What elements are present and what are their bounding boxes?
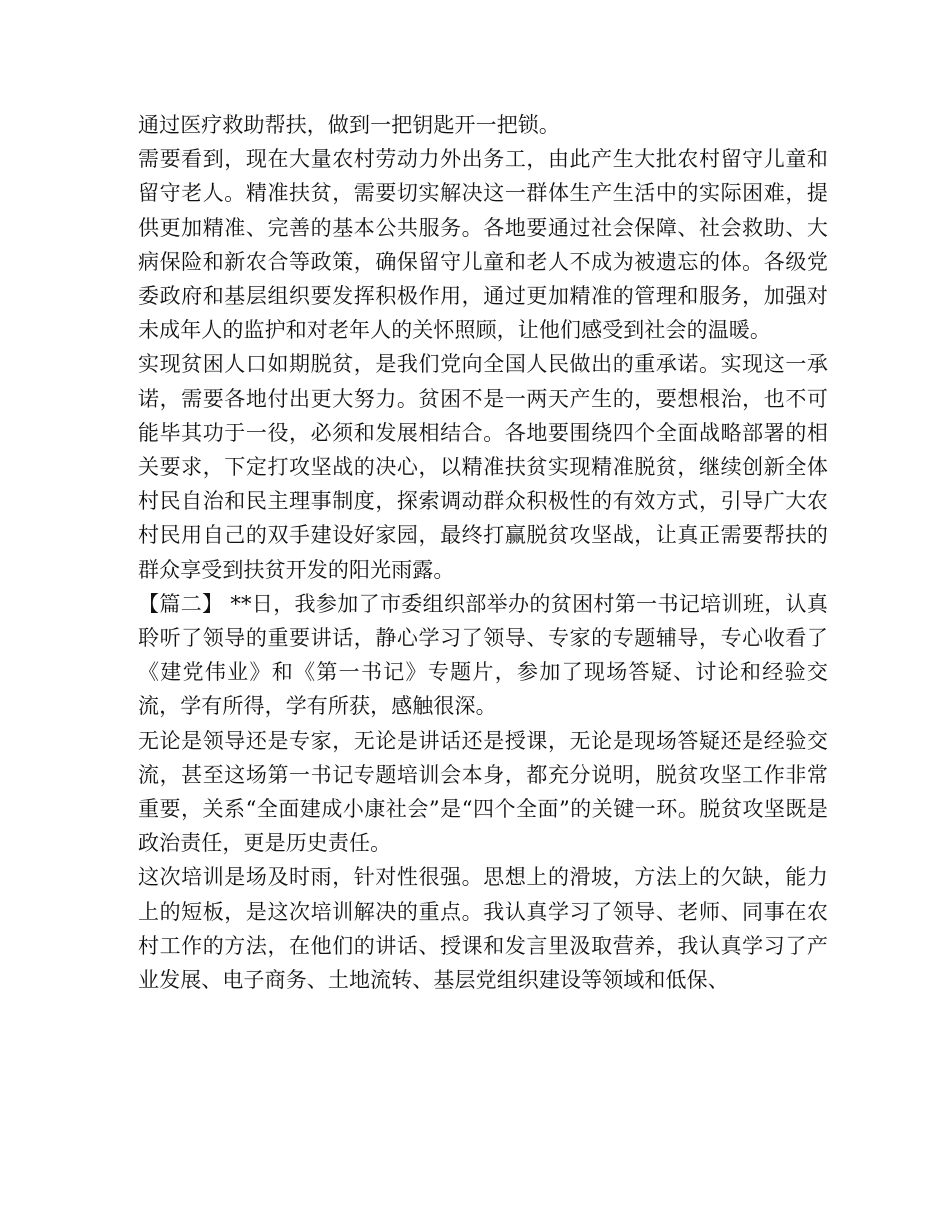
document-body	[138, 108, 828, 997]
paragraph-4: 【篇二】 **日，我参加了市委组织部举办的贫困村第一书记培训班，认真聆听了领导的重要讲话，静心学习了领导、专家的专题辅导，专心收看了《建党伟业》和《第一书记》专题片，参加了现场答疑、讨论和经验交流，学有所得，学有所获，感触很深。	[138, 591, 828, 719]
paragraph-3: 实现贫困人口如期脱贫，是我们党向全国人民做出的重承诺。实现这一承诺，需要各地付出更大努力。贫困不是一两天产生的，要想根治，也不可能毕其功于一役，必须和发展相结合。各地要围绕四个全面战略部署的相关要求，下定打攻坚战的决心，以精准扶贫实现精准脱贫，继续创新全体村民自治和民主理事制度，探索调动群众积极性的有效方式，引导广大农村民用自己的双手建设好家园，最终打赢脱贫攻坚战，让真正需要帮扶的群众享受到扶贫开发的阳光雨露。	[138, 352, 828, 582]
paragraph-6: 这次培训是场及时雨，针对性很强。思想上的滑坡，方法上的欠缺，能力上的短板，是这次培训解决的重点。我认真学习了领导、老师、同事在农村工作的方法，在他们的讲话、授课和发言里汲取营养，我认真学习了产业发展、电子商务、土地流转、基层党组织建设等领域和低保、	[138, 865, 828, 993]
paragraph-5: 无论是领导还是专家，无论是讲话还是授课，无论是现场答疑还是经验交流，甚至这场第一书记专题培训会本身，都充分说明，脱贫攻坚工作非常重要，关系“全面建成小康社会”是“四个全面”的关键一环。脱贫攻坚既是政治责任，更是历史责任。	[138, 728, 828, 856]
paragraph-2: 需要看到，现在大量农村劳动力外出务工，由此产生大批农村留守儿童和留守老人。精准扶贫，需要切实解决这一群体生产生活中的实际困难，提供更加精准、完善的基本公共服务。各地要通过社会保障、社会救助、大病保险和新农合等政策，确保留守儿童和老人不成为被遗忘的体。各级党委政府和基层组织要发挥积极作用，通过更加精准的管理和服务，加强对未成年人的监护和对老年人的关怀照顾，让他们感受到社会的温暖。	[138, 147, 828, 343]
paragraph-1: 通过医疗救助帮扶，做到一把钥匙开一把锁。	[138, 113, 560, 137]
